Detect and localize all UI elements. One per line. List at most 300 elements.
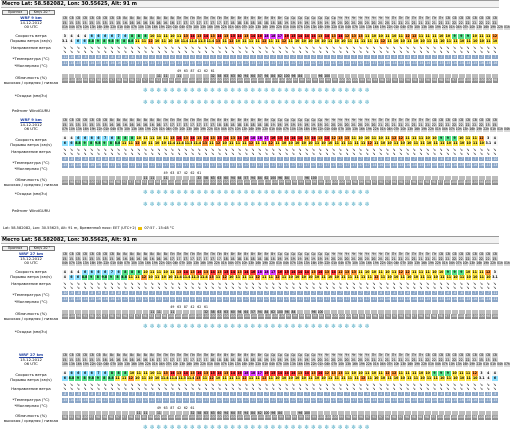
date-row-cell: 22. — [485, 256, 491, 261]
day-row-cell: Вс — [150, 118, 155, 122]
snowflake-icon: ❄ — [344, 422, 351, 434]
wind-speed-row-cell: 11 — [365, 34, 370, 39]
snowflake-icon: ❄ — [156, 199, 163, 211]
wind-speed-row-cell: 10 — [385, 270, 390, 275]
temperature-row-cell: -10 — [485, 391, 491, 396]
cloud-low-row-cell: 99 — [352, 415, 357, 420]
hour-row-cell: 16h — [462, 362, 469, 367]
windchill-row-cell: -13 — [411, 61, 417, 66]
cloud-mid-row-cell: 62 — [264, 175, 269, 180]
gusts-row-cell: 11 — [281, 274, 287, 279]
snowflake-icon: ❄ — [277, 321, 284, 333]
wind-direction-arrow-icon: ➘ — [170, 50, 177, 55]
wind-direction-arrow-icon: ➘ — [62, 46, 69, 51]
cloud-low-row-cell: 100 — [471, 180, 478, 185]
hour-row-cell: 10h — [179, 127, 186, 132]
temperature-row-cell: -7 — [432, 55, 439, 60]
wind-direction-arrow-icon: ➘ — [237, 50, 244, 55]
hour-row-cell: 01h — [276, 261, 282, 266]
day-row-cell: Пн — [176, 16, 182, 20]
windchill-row-cell: -15 — [411, 398, 417, 403]
cloud-low-row-cell: 100 — [251, 314, 258, 319]
cloud-low-row-cell: 97 — [122, 180, 127, 185]
snowflake-icon — [129, 187, 136, 199]
hour-row-cell: 19h — [358, 362, 365, 367]
hour-row-cell: 22h — [441, 25, 448, 30]
day-row-cell: Пн — [210, 252, 215, 256]
wind-direction-arrow-icon: ➘ — [243, 148, 250, 153]
gusts-row-cell: 10 — [154, 375, 160, 380]
hour-row-cell: 10h — [393, 362, 400, 367]
temperature-row-cell: -6 — [405, 291, 412, 296]
hour-row-cell: 07h — [220, 362, 227, 367]
day-row-cell: Вт — [237, 16, 242, 20]
windchill-row-cell: -17 — [290, 163, 296, 168]
windchill-row-cell: -17 — [163, 297, 169, 302]
hour-row-cell: 13h — [179, 362, 186, 367]
wind-direction-arrow-icon: ➘ — [277, 148, 284, 153]
day-row-cell: Вс — [130, 118, 134, 122]
snowflake-icon: ❄ — [290, 85, 297, 97]
wind-direction-arrow-icon: ➘ — [432, 152, 439, 157]
gusts-row-cell: 11 — [433, 375, 438, 380]
cloud-mid-row-cell: 57 — [251, 309, 255, 314]
snowflake-icon — [122, 321, 129, 333]
gusts-row-cell: 10 — [308, 274, 313, 279]
gusts-row-cell: 10 — [413, 38, 419, 43]
windchill-row-cell: -13 — [398, 61, 404, 66]
snowflake-icon: ❄ — [230, 321, 237, 333]
hour-row-cell: 04h — [172, 261, 179, 266]
gusts-row-cell: 10 — [420, 375, 425, 380]
cloud-high-row-cell: 42 — [190, 304, 195, 309]
cloud-low-row-cell: 99 — [299, 180, 304, 185]
model-link[interactable]: WRF 27 km — [18, 352, 44, 357]
wind-direction-arrow-icon: ➘ — [277, 286, 284, 291]
cloud-low-row-cell: 98 — [109, 180, 114, 185]
date-row-cell: 19. — [277, 256, 283, 261]
windchill-row-cell: -14 — [445, 398, 451, 403]
wind-direction-arrow-icon: ➘ — [391, 50, 398, 55]
wind-direction-arrow-icon: ➘ — [297, 286, 304, 291]
snowflake-icon — [405, 422, 412, 434]
day-row-cell: Вт — [230, 16, 235, 20]
day-row-cell: Чт — [331, 353, 336, 357]
date-row-cell: 17. — [169, 256, 175, 261]
wind-direction-arrow-icon: ➘ — [257, 383, 264, 388]
hour-row-cell: 22h — [372, 127, 379, 132]
gusts-row-cell: 11 — [380, 274, 386, 279]
wind-speed-row-cell: 4 — [75, 34, 82, 39]
windchill-row-cell: -17 — [250, 297, 256, 302]
cloud-high-row-cell: 87 — [170, 405, 175, 410]
cloud-low-row-cell: 100 — [216, 415, 223, 420]
hour-row-cell: 16h — [193, 127, 200, 132]
day-row-cell: Сб — [62, 353, 67, 357]
date-row-cell: 20. — [351, 256, 357, 261]
wind-speed-row-cell: 14 — [244, 270, 249, 275]
cloud-low-row-cell: 100 — [175, 314, 182, 319]
day-row-cell: Вт — [237, 353, 242, 357]
wind-speed-row-cell: 7 — [116, 34, 123, 39]
gusts-row-cell: 10 — [473, 375, 478, 380]
day-row-cell: Сб — [116, 16, 121, 20]
date-row-cell: 15. — [75, 256, 81, 261]
wind-speed-row-cell: 10 — [351, 371, 356, 376]
windchill-row-cell: -17 — [337, 163, 343, 168]
cloud-low-row-cell: 99 — [293, 78, 298, 83]
wind-direction-arrow-icon: ➘ — [378, 282, 385, 287]
model-link[interactable]: WRF 9 km — [20, 15, 42, 20]
snowflake-icon — [96, 85, 103, 97]
snowflake-icon: ❄ — [331, 97, 338, 109]
snowflake-icon — [472, 199, 479, 211]
snowflake-icon — [122, 187, 129, 199]
gusts-row-cell: 11 — [248, 38, 254, 43]
temperature-row-cell: -7 — [290, 157, 297, 162]
gusts-row-cell: 10 — [393, 274, 399, 279]
snowflake-icon — [136, 422, 143, 434]
wind-speed-row-cell: 14 — [230, 371, 235, 376]
cloud-low-row-cell: 100 — [188, 180, 195, 185]
wind-speed-row-cell: 11 — [485, 34, 491, 39]
gusts-row-cell: 11.4 — [193, 140, 202, 145]
cloud-mid-row-cell: 63 — [224, 73, 229, 78]
gusts-row-cell: 6 — [62, 141, 69, 146]
wind-direction-arrow-icon: ➘ — [129, 387, 136, 392]
cloud-low-row-cell: 100 — [202, 415, 209, 420]
windchill-row-cell: -14 — [371, 398, 377, 403]
gusts-row-cell: 11 — [262, 140, 267, 145]
forecast-select[interactable]: Прогноз — [2, 246, 28, 251]
forecast-select[interactable]: Прогноз — [2, 10, 28, 15]
day-row-cell: Сб — [445, 252, 450, 256]
windchill-row-cell: -15 — [75, 61, 81, 66]
day-row-cell: Вс — [163, 16, 168, 20]
snowflake-icon: ❄ — [277, 199, 284, 211]
gusts-row-cell: 10 — [295, 274, 300, 279]
wind-speed-row-cell: 17 — [277, 34, 283, 39]
cloud-mid-row-cell: 11 — [150, 309, 155, 314]
date-row-cell: 22. — [472, 357, 478, 362]
windchill-row-cell: -17 — [364, 297, 370, 302]
date-row-cell: 16. — [143, 256, 148, 261]
windchill-row-cell: -17 — [196, 163, 202, 168]
gusts-row-cell: 10 — [174, 38, 180, 43]
snowflake-icon: ❄ — [143, 422, 150, 434]
cloud-low-row-cell: 98 — [123, 314, 127, 319]
windchill-row-cell: -17 — [357, 398, 364, 403]
day-row-cell: Сб — [76, 353, 81, 357]
day-row-cell: Чт — [371, 16, 376, 20]
hour-row-cell: 04h — [110, 127, 117, 132]
snowflake-icon: ❄ — [317, 422, 324, 434]
snowflake-icon — [371, 85, 378, 97]
date-row-cell: 19. — [317, 20, 323, 25]
windchill-row-cell: -17 — [237, 297, 243, 302]
cloud-mid-row-cell: 32 — [203, 309, 208, 314]
date-row-cell: 19. — [304, 122, 310, 127]
wind-speed-row-cell: 11 — [479, 34, 484, 39]
hour-row-cell: 13h — [89, 25, 96, 30]
hour-row-cell: 16h — [358, 127, 365, 132]
windchill-row-cell: -17 — [250, 61, 256, 66]
windchill-row-cell: -17 — [284, 297, 290, 302]
temperature-row-cell: -8 — [122, 55, 129, 60]
cloud-low-row-cell: 100 — [195, 78, 202, 83]
day-row-cell: Пт — [439, 16, 444, 20]
wind-direction-arrow-icon: ➘ — [203, 387, 210, 392]
date-row-cell: 22. — [452, 20, 457, 25]
day-row-cell: Чт — [345, 118, 350, 122]
snowflake-icon: ❄ — [311, 97, 318, 109]
windchill-row-cell: -14 — [378, 163, 384, 168]
wind-speed-row-cell: 14 — [217, 371, 222, 376]
snowflake-icon — [385, 85, 392, 97]
wind-direction-arrow-icon: ➘ — [317, 46, 324, 51]
cloud-low-row-cell: 100 — [168, 314, 175, 319]
cloud-mid-row-cell: 58 — [217, 73, 222, 78]
date-row-cell: 16. — [163, 256, 169, 261]
cloud-low-row-cell: 100 — [75, 78, 82, 83]
cloud-low-row-cell: 100 — [195, 415, 202, 420]
gusts-label: Порывы ветра (км/ч) — [10, 38, 52, 43]
cloud-low-row-cell: 100 — [258, 314, 264, 319]
wind-direction-arrow-icon: ➘ — [425, 148, 432, 153]
date-row-cell: 17. — [190, 357, 195, 362]
wind-direction-arrow-icon: ➘ — [277, 282, 284, 287]
units-select[interactable]: Km/ч 20 ° — [29, 246, 55, 251]
hour-row-cell: 01h — [262, 362, 269, 367]
wind-direction-arrow-icon: ➘ — [69, 152, 76, 157]
wind-direction-arrow-icon: ➘ — [297, 46, 304, 51]
gusts-row-cell: 11 — [453, 140, 458, 145]
date-row-cell: 21. — [425, 20, 431, 25]
hour-row-cell: 01h — [103, 127, 110, 132]
temperature-row-cell: -7 — [405, 157, 412, 162]
day-row-cell: Вт — [271, 252, 276, 256]
temperature-row-cell: -4 — [398, 55, 405, 60]
temperature-row-cell: -7 — [445, 55, 452, 60]
hour-row-cell: 13h — [414, 261, 421, 266]
cloud-low-row-cell: 90 — [372, 415, 377, 420]
date-row-cell: 16. — [169, 20, 175, 25]
windchill-row-cell: -17 — [304, 163, 310, 168]
date-row-cell: 16. — [116, 122, 122, 127]
day-row-cell: Ср — [311, 252, 316, 256]
wind-direction-arrow-icon: ➘ — [452, 282, 459, 287]
snowflake-icon: ❄ — [290, 187, 297, 199]
wind-direction-arrow-icon: ➘ — [223, 148, 230, 153]
temperature-row-cell: -7 — [190, 291, 197, 296]
hour-row-cell: 19h — [213, 25, 220, 30]
gusts-row-cell: 13 — [215, 38, 221, 43]
windchill-row-cell: -17 — [317, 398, 323, 403]
cloud-low-row-cell: 98 — [96, 78, 101, 83]
date-row-cell: 18. — [237, 357, 242, 362]
snowflake-icon: ❄ — [364, 199, 371, 211]
windchill-row-cell: -17 — [176, 61, 182, 66]
wind-direction-arrow-icon: ➘ — [203, 286, 210, 291]
gusts-row-cell: 10 — [215, 375, 221, 380]
hour-row-cell: 13h — [137, 261, 144, 266]
snowflake-icon: ❄ — [324, 199, 331, 211]
temperature-row-cell: -7 — [418, 55, 425, 60]
hour-row-cell: 13h — [131, 127, 137, 132]
hour-row-cell: 04h — [179, 25, 186, 30]
temperature-row-cell: -7 — [170, 55, 177, 60]
wind-direction-arrow-icon: ➘ — [176, 148, 183, 153]
wind-direction-arrow-icon: ➘ — [485, 148, 492, 153]
wind-direction-arrow-icon: ➘ — [210, 286, 217, 291]
wind-direction-arrow-icon: ➘ — [203, 152, 210, 157]
date-row-cell: 19. — [310, 122, 316, 127]
model-link[interactable]: WRF 27 km — [18, 251, 44, 256]
wind-direction-arrow-icon: ➘ — [223, 282, 230, 287]
units-select[interactable]: Km/ч 20 ° — [29, 10, 55, 15]
wind-direction-arrow-icon: ➘ — [270, 387, 277, 392]
gusts-row-cell: 10 — [301, 375, 306, 380]
precip-label: *Осадки (мм/3ч) — [14, 93, 48, 98]
wind-direction-arrow-icon: ➘ — [82, 152, 89, 157]
snowflake-icon: ❄ — [344, 97, 351, 109]
day-row-cell: Чт — [351, 118, 356, 122]
wind-direction-arrow-icon: ➘ — [156, 383, 163, 388]
date-row-cell: 15. — [75, 122, 81, 127]
day-row-cell: Пт — [418, 118, 424, 122]
wind-direction-arrow-icon: ➘ — [102, 383, 109, 388]
wind-speed-row-cell: 14 — [237, 136, 242, 141]
windchill-row-cell: -17 — [250, 398, 256, 403]
gusts-row-cell: 10 — [473, 274, 478, 279]
temperature-row-cell: -8 — [109, 392, 116, 397]
date-row-cell: 18. — [250, 357, 256, 362]
wind-direction-arrow-icon: ➘ — [358, 46, 365, 51]
temperature-row-cell: -8 — [96, 392, 103, 397]
cloud-mid-row-cell: 100 — [277, 309, 283, 314]
wind-direction-arrow-icon: ➘ — [452, 383, 459, 388]
wind-direction-arrow-icon: ➘ — [405, 387, 412, 392]
snowflake-icon: ❄ — [311, 199, 318, 211]
snowflake-icon: ❄ — [230, 422, 237, 434]
wind-speed-row-cell: 11 — [378, 270, 383, 275]
cloud-high-row-cell: 61 — [197, 170, 202, 175]
day-row-cell: Вт — [230, 252, 235, 256]
wind-direction-arrow-icon: ➘ — [210, 50, 217, 55]
date-row-cell: 21. — [391, 122, 397, 127]
model-link[interactable]: WRF 9 km — [20, 117, 42, 122]
snowflake-icon: ❄ — [358, 85, 365, 97]
wind-speed-row-cell: 8 — [116, 371, 123, 376]
day-row-cell: Вт — [244, 353, 249, 357]
wind-speed-row-cell: 8 — [122, 371, 129, 376]
date-row-cell: 21. — [378, 357, 384, 362]
gusts-row-cell: 12 — [141, 274, 147, 279]
date-row-cell: 17. — [190, 256, 195, 261]
snowflake-icon: ❄ — [337, 187, 344, 199]
gusts-row-cell: 10 — [308, 140, 313, 145]
cloud-low-row-cell: 100 — [202, 314, 209, 319]
wind-speed-row-cell: 10 — [425, 136, 430, 141]
wind-direction-arrow-icon: ➘ — [156, 282, 163, 287]
precip-label: *Осадки (мм/3ч) — [14, 191, 48, 196]
gusts-row-cell: 8 — [115, 275, 122, 280]
snowflake-icon — [96, 321, 103, 333]
snowflake-icon: ❄ — [156, 422, 163, 434]
cloud-low-row-cell: 100 — [352, 78, 359, 83]
windchill-row-cell: -17 — [324, 297, 330, 302]
date-row-cell: 16. — [149, 256, 155, 261]
cloud-low-row-cell: 100 — [202, 180, 209, 185]
date-row-cell: 16. — [129, 357, 135, 362]
gusts-row-cell: 10 — [281, 375, 287, 380]
gusts-row-cell: 11 — [387, 38, 392, 43]
wind-direction-arrow-icon: ➘ — [479, 387, 486, 392]
wind-direction-arrow-icon: ➘ — [304, 387, 311, 392]
gusts-row-cell: 10 — [327, 140, 333, 145]
day-row-cell: Чт — [371, 118, 376, 122]
windchill-row-cell: -11 — [478, 398, 484, 403]
wind-direction-arrow-icon: ➘ — [89, 383, 96, 388]
day-row-cell: Пн — [190, 16, 195, 20]
cloud-high-row-cell: 61 — [190, 405, 195, 410]
windchill-row-cell: -17 — [297, 398, 303, 403]
temperature-label: *Температура (°C) — [12, 160, 50, 165]
date-row-cell: 21. — [371, 357, 377, 362]
hour-row-cell: 10h — [75, 261, 82, 266]
wind-speed-row-cell: 11 — [418, 136, 424, 141]
hour-row-cell: 04h — [455, 25, 462, 30]
wind-direction-arrow-icon: ➘ — [385, 50, 392, 55]
date-row-cell: 18. — [250, 20, 256, 25]
temperature-row-cell: -7 — [317, 392, 324, 397]
snowflake-icon: ❄ — [297, 187, 304, 199]
snowflake-icon — [398, 187, 405, 199]
wind-direction-arrow-icon: ➘ — [143, 152, 150, 157]
cloud-high-row-cell: 42 — [197, 68, 202, 73]
wind-speed-row-cell: 9 — [465, 34, 472, 39]
wind-speed-row-cell: 13 — [190, 371, 195, 376]
cloud-low-row-cell: 97 — [392, 314, 397, 319]
wind-direction-arrow-icon: ➘ — [311, 383, 318, 388]
wind-speed-row-cell: 13 — [244, 34, 249, 39]
wind-direction-arrow-icon: ➘ — [378, 50, 385, 55]
date-row-cell: 18. — [216, 122, 222, 127]
wind-direction-arrow-icon: ➘ — [385, 282, 392, 287]
snowflake-icon: ❄ — [156, 85, 163, 97]
cloud-high-row-cell: 62 — [183, 405, 188, 410]
snowflake-icon: ❄ — [210, 199, 217, 211]
cloud-mid-row-cell: 96 — [304, 175, 309, 180]
temperature-row-cell: -7 — [270, 157, 277, 162]
wind-speed-row-cell: 13 — [203, 371, 209, 376]
wind-direction-arrow-icon: ➘ — [237, 286, 244, 291]
temperature-row-cell: -7 — [230, 291, 237, 296]
snowflake-icon: ❄ — [217, 422, 224, 434]
hour-row-cell: 19h — [379, 25, 386, 30]
cloud-low-row-cell: 99 — [293, 314, 297, 319]
cloud-mid-row-cell: 94 — [251, 175, 255, 180]
cloud-high-row-cell: 62 — [190, 170, 195, 175]
gusts-row-cell: 10 — [380, 375, 386, 380]
snowflake-icon: ❄ — [149, 422, 156, 434]
day-row-cell: Ср — [297, 353, 303, 357]
temperature-row-cell: -7 — [264, 291, 271, 296]
snowflake-icon: ❄ — [284, 85, 291, 97]
cloud-low-row-cell: 100 — [451, 314, 457, 319]
windchill-row-cell: -17 — [237, 61, 243, 66]
wind-direction-arrow-icon: ➘ — [411, 46, 418, 51]
